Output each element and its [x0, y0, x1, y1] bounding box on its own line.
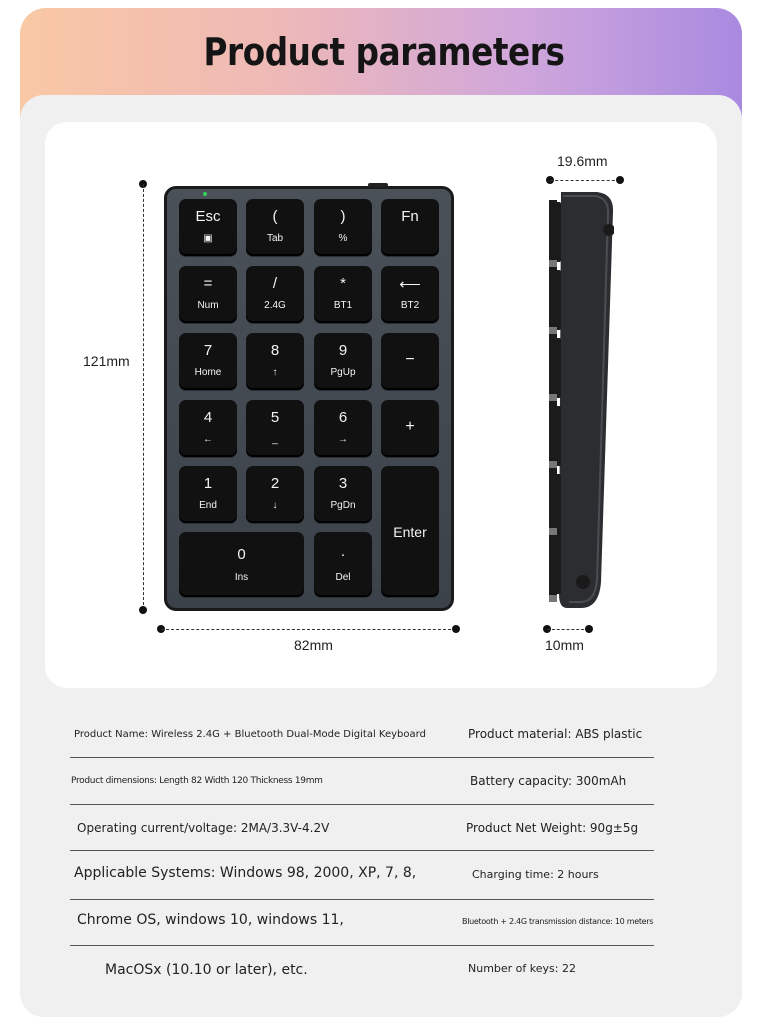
key-0: 0 Ins	[179, 532, 304, 597]
key-esc: Esc ▣	[179, 199, 237, 256]
dimension-marker	[585, 625, 593, 633]
key-minus: −	[381, 333, 439, 390]
spec-systems-line-3: MacOSx (10.10 or later), etc.	[105, 962, 308, 978]
spec-current-voltage: Operating current/voltage: 2MA/3.3V-4.2V	[77, 821, 330, 835]
key-decimal: · Del	[314, 532, 372, 597]
spec-battery: Battery capacity: 300mAh	[470, 774, 627, 788]
key-plus: +	[381, 400, 439, 457]
row-divider	[70, 945, 654, 946]
key-3: 3 PgDn	[314, 466, 372, 523]
dimension-marker	[139, 606, 147, 614]
depth-dimension-line	[550, 180, 620, 181]
thin-dimension-label: 10mm	[545, 637, 584, 653]
spec-material: Product material: ABS plastic	[468, 727, 643, 741]
key-1: 1 End	[179, 466, 237, 523]
key-enter: Enter	[381, 466, 439, 597]
key-5: 5 _	[246, 400, 304, 457]
key-8: 8 ↑	[246, 333, 304, 390]
page-title: Product parameters	[203, 30, 565, 74]
row-divider	[70, 804, 654, 805]
spec-systems-line-1: Applicable Systems: Windows 98, 2000, XP, 7, 8,	[74, 865, 417, 881]
key-paren-close: ) %	[314, 199, 372, 256]
height-dimension-label: 121mm	[83, 353, 130, 369]
spec-dimensions: Product dimensions: Length 82 Width 120 Thickness 19mm	[71, 776, 323, 786]
width-dimension-line	[161, 629, 456, 630]
key-6: 6 →	[314, 400, 372, 457]
height-dimension-line	[143, 184, 144, 610]
spec-product-name: Product Name: Wireless 2.4G + Bluetooth Dual-Mode Digital Keyboard	[74, 729, 426, 740]
key-multiply: * BT1	[314, 266, 372, 323]
power-switch	[368, 183, 388, 187]
spec-net-weight: Product Net Weight: 90g±5g	[466, 821, 639, 835]
dimension-marker	[452, 625, 460, 633]
key-paren-open: ( Tab	[246, 199, 304, 256]
key-equals: = Num	[179, 266, 237, 323]
row-divider	[70, 850, 654, 851]
key-9: 9 PgUp	[314, 333, 372, 390]
spec-systems-line-2: Chrome OS, windows 10, windows 11,	[77, 912, 344, 928]
row-divider	[70, 757, 654, 758]
status-led	[203, 192, 207, 196]
keypad-side-view	[557, 190, 614, 610]
thin-dimension-line	[547, 629, 589, 630]
spec-transmission-distance: Bluetooth + 2.4G transmission distance: 10 meters	[462, 917, 654, 926]
side-key-profile	[549, 200, 557, 602]
key-divide: / 2.4G	[246, 266, 304, 323]
spec-number-of-keys: Number of keys: 22	[468, 962, 576, 975]
width-dimension-label: 82mm	[294, 637, 333, 653]
row-divider	[70, 899, 654, 900]
key-4: 4 ←	[179, 400, 237, 457]
spec-charging-time: Charging time: 2 hours	[472, 868, 599, 881]
key-2: 2 ↓	[246, 466, 304, 523]
key-7: 7 Home	[179, 333, 237, 390]
dimension-marker	[616, 176, 624, 184]
key-backspace: ⟵ BT2	[381, 266, 439, 323]
key-fn: Fn	[381, 199, 439, 256]
depth-dimension-label: 19.6mm	[557, 153, 608, 169]
